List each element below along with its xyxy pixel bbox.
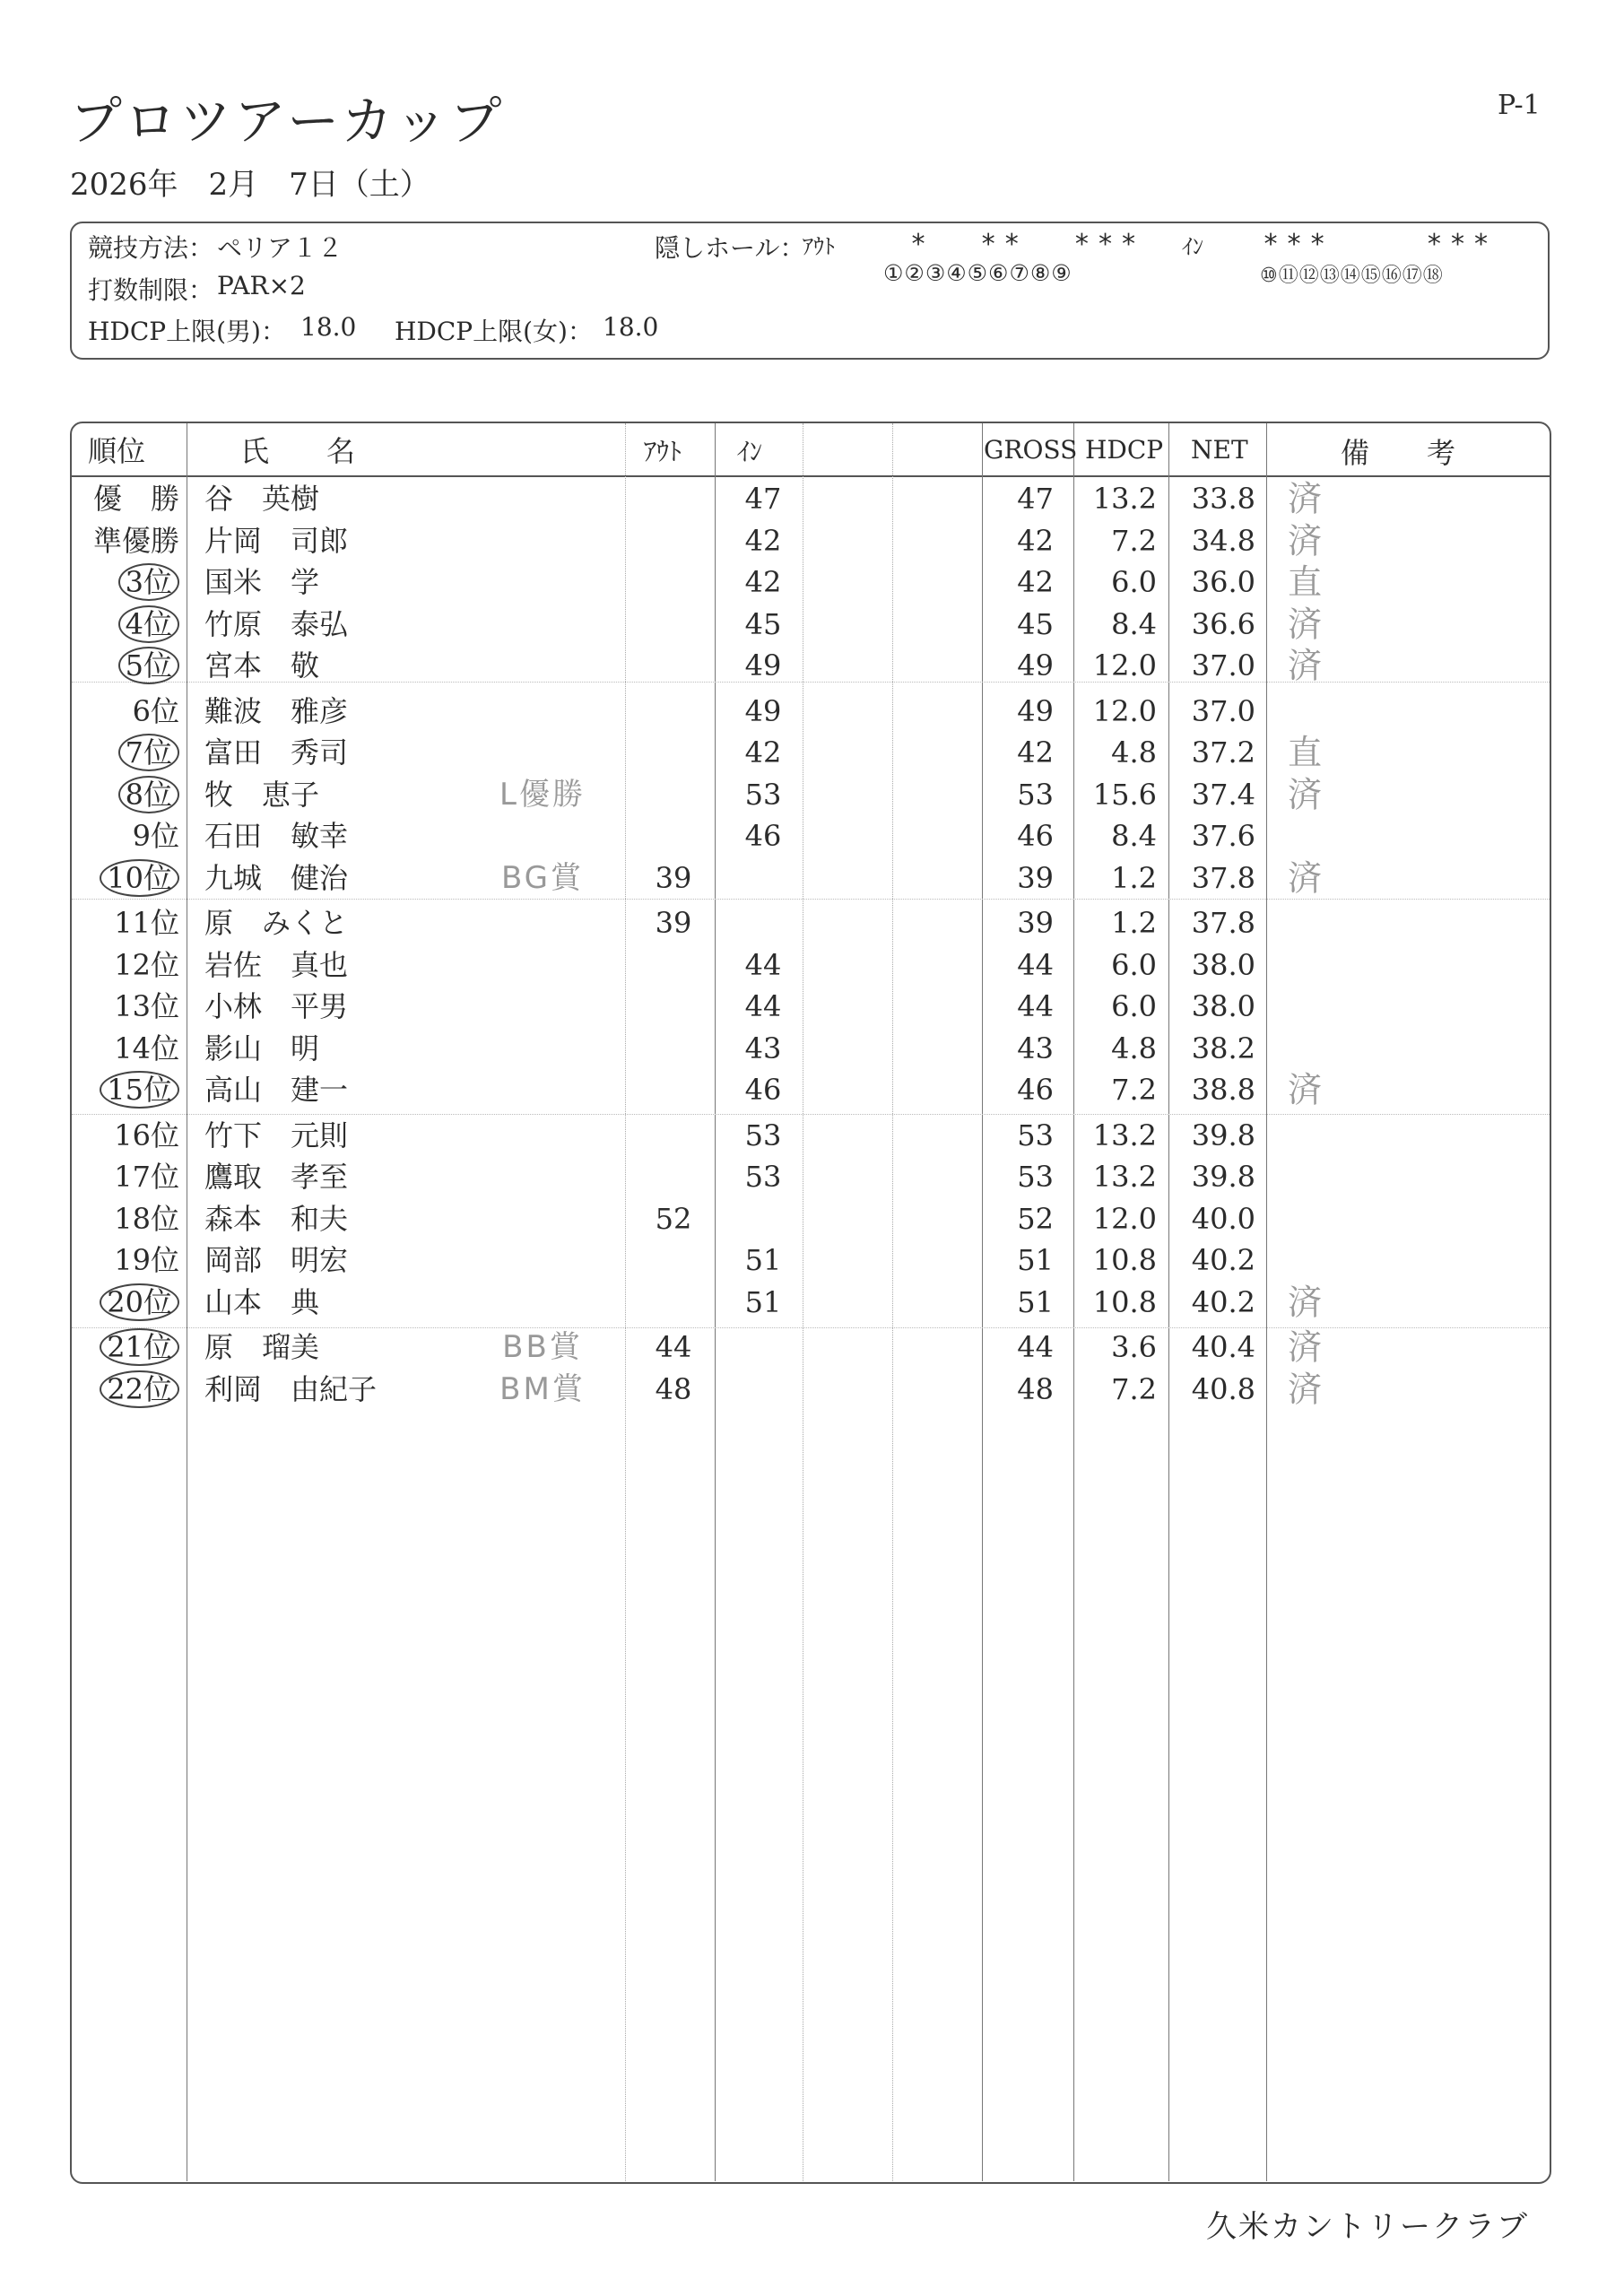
net-cell: 36.6 xyxy=(1191,606,1255,641)
gross-cell: 46 xyxy=(1017,819,1054,853)
remark-cell: 済 xyxy=(1287,646,1322,685)
name-cell: 難波 雅彦 xyxy=(204,693,349,728)
table-row xyxy=(0,691,1624,732)
name-cell: 宮本 敬 xyxy=(204,648,320,683)
table-row xyxy=(0,1115,1624,1156)
rank-text: 19位 xyxy=(114,1243,179,1277)
rank-text: 8位 xyxy=(118,776,179,813)
rank-cell xyxy=(72,1115,179,1156)
gross-cell: 39 xyxy=(1017,906,1054,940)
rank-cell xyxy=(72,774,179,815)
in-holes: ⑩⑪⑫⑬⑭⑮⑯⑰⑱ xyxy=(1260,265,1444,287)
table-row xyxy=(0,1369,1624,1410)
rank-text: 21位 xyxy=(100,1328,179,1366)
remark-cell: 直 xyxy=(1287,562,1322,602)
hdcp-male-label: HDCP上限(男)： xyxy=(88,317,286,346)
in-cell: 51 xyxy=(744,1243,782,1277)
hdcp-cell: 7.2 xyxy=(1111,1073,1157,1107)
header-net: NET xyxy=(1191,435,1248,465)
prize-cell: BG賞 xyxy=(500,859,585,896)
hdcp-cell: 6.0 xyxy=(1111,947,1157,982)
in-cell: 53 xyxy=(744,777,782,812)
header-out: ｱｳﾄ xyxy=(644,437,682,466)
name-cell: 九城 健治 xyxy=(204,860,349,895)
in-cell: 49 xyxy=(744,648,782,683)
table-row xyxy=(0,1326,1624,1368)
gross-cell: 53 xyxy=(1017,777,1054,812)
in-cell: 47 xyxy=(744,482,782,516)
hdcp-cell: 6.0 xyxy=(1111,565,1157,599)
rank-cell xyxy=(72,986,179,1027)
name-cell: 利岡 由紀子 xyxy=(204,1371,378,1406)
gross-cell: 49 xyxy=(1017,648,1054,683)
table-row xyxy=(0,561,1624,603)
net-cell: 36.0 xyxy=(1191,565,1255,599)
out-cell: 39 xyxy=(655,860,692,895)
table-row xyxy=(0,1028,1624,1069)
table-row xyxy=(0,1069,1624,1110)
net-cell: 40.2 xyxy=(1191,1243,1255,1277)
hdcp-cell: 7.2 xyxy=(1111,1371,1157,1406)
net-cell: 37.8 xyxy=(1191,860,1255,895)
header-rank: 順位 xyxy=(88,434,146,468)
in-cell: 42 xyxy=(744,735,782,770)
in-cell: 53 xyxy=(744,1160,782,1194)
table-row xyxy=(0,604,1624,645)
rank-text: 18位 xyxy=(114,1201,179,1236)
table-row xyxy=(0,986,1624,1027)
rank-text: 22位 xyxy=(100,1370,179,1408)
in-cell: 42 xyxy=(744,565,782,599)
out-holes: ①②③④⑤⑥⑦⑧⑨ xyxy=(883,260,1073,286)
name-cell: 小林 平男 xyxy=(204,989,349,1023)
hdcp-cell: 3.6 xyxy=(1111,1330,1157,1364)
name-cell: 谷 英樹 xyxy=(204,482,320,516)
rank-text: 6位 xyxy=(132,693,179,728)
gross-cell: 49 xyxy=(1017,693,1054,728)
header-gross: GROSS xyxy=(984,435,1078,465)
header-in: ｲﾝ xyxy=(737,437,763,466)
table-row xyxy=(0,1198,1624,1239)
hdcp-female-label: HDCP上限(女)： xyxy=(395,317,593,346)
name-cell: 原 瑠美 xyxy=(204,1330,320,1364)
rank-cell xyxy=(72,1239,179,1281)
group-separator xyxy=(72,899,1550,900)
in-cell: 46 xyxy=(744,1073,782,1107)
gross-cell: 51 xyxy=(1017,1284,1054,1319)
name-cell: 山本 典 xyxy=(204,1284,320,1319)
method-value: ペリア１２ xyxy=(217,233,343,263)
header-hdcp: HDCP xyxy=(1085,435,1164,465)
in-cell: 45 xyxy=(744,606,782,641)
rank-text: 5位 xyxy=(118,647,179,684)
rank-cell xyxy=(72,857,179,899)
prize-cell: BB賞 xyxy=(502,1329,583,1365)
rank-text: 14位 xyxy=(114,1031,179,1065)
rank-text: 10位 xyxy=(100,859,179,897)
net-cell: 37.0 xyxy=(1191,693,1255,728)
remark-cell: 済 xyxy=(1287,520,1322,561)
limit-value: PAR×2 xyxy=(217,271,306,300)
net-cell: 38.8 xyxy=(1191,1073,1255,1107)
table-row xyxy=(0,520,1624,561)
hdcp-cell: 4.8 xyxy=(1111,735,1157,770)
gross-cell: 42 xyxy=(1017,565,1054,599)
rank-cell xyxy=(72,902,179,944)
hdcp-cell: 1.2 xyxy=(1111,860,1157,895)
name-cell: 高山 建一 xyxy=(204,1073,349,1107)
gross-cell: 53 xyxy=(1017,1160,1054,1194)
rank-cell xyxy=(72,1198,179,1239)
rank-cell xyxy=(72,732,179,773)
net-cell: 38.0 xyxy=(1191,947,1255,982)
out-cell: 44 xyxy=(655,1330,692,1364)
rank-text: 準優勝 xyxy=(92,523,179,558)
rank-text: 9位 xyxy=(132,819,179,853)
remark-cell: 済 xyxy=(1287,1327,1322,1367)
name-cell: 影山 明 xyxy=(204,1031,320,1065)
hdcp-cell: 10.8 xyxy=(1092,1284,1157,1319)
net-cell: 38.2 xyxy=(1191,1031,1255,1065)
hdcp-cell: 1.2 xyxy=(1111,906,1157,940)
hdcp-female-value: 18.0 xyxy=(603,312,659,342)
rank-cell xyxy=(72,604,179,645)
net-cell: 34.8 xyxy=(1191,523,1255,558)
rank-cell xyxy=(72,1069,179,1110)
name-cell: 国米 学 xyxy=(204,565,320,599)
gross-cell: 52 xyxy=(1017,1201,1054,1236)
hidden-hole-label: 隠しホール： xyxy=(655,233,805,263)
in-cell: 49 xyxy=(744,693,782,728)
hdcp-cell: 12.0 xyxy=(1092,648,1157,683)
gross-cell: 47 xyxy=(1017,482,1054,516)
hdcp-cell: 13.2 xyxy=(1092,1160,1157,1194)
hdcp-cell: 12.0 xyxy=(1092,693,1157,728)
page-number: P-1 xyxy=(1498,90,1541,121)
rank-cell xyxy=(72,478,179,519)
hdcp-cell: 4.8 xyxy=(1111,1031,1157,1065)
hdcp-cell: 12.0 xyxy=(1092,1201,1157,1236)
hdcp-cell: 6.0 xyxy=(1111,989,1157,1023)
table-row xyxy=(0,478,1624,519)
in-cell: 44 xyxy=(744,989,782,1023)
rank-text: 4位 xyxy=(118,605,179,643)
rank-cell xyxy=(72,944,179,986)
table-row xyxy=(0,902,1624,944)
rank-cell xyxy=(72,1326,179,1368)
hdcp-cell: 7.2 xyxy=(1111,523,1157,558)
table-row xyxy=(0,944,1624,986)
hdcp-cell: 10.8 xyxy=(1092,1243,1157,1277)
header-name: 氏 名 xyxy=(240,434,356,468)
name-cell: 石田 敏幸 xyxy=(204,819,349,853)
header-divider xyxy=(72,475,1550,477)
in-cell: 42 xyxy=(744,523,782,558)
remark-cell: 済 xyxy=(1287,479,1322,518)
in-cell: 44 xyxy=(744,947,782,982)
prize-cell: BM賞 xyxy=(499,1370,586,1407)
remark-cell: 直 xyxy=(1287,733,1322,772)
method-label: 競技方法： xyxy=(88,233,214,263)
hdcp-cell: 13.2 xyxy=(1092,482,1157,516)
rank-text: 15位 xyxy=(100,1071,179,1109)
gross-cell: 43 xyxy=(1017,1031,1054,1065)
net-cell: 37.6 xyxy=(1191,819,1255,853)
remark-cell: 済 xyxy=(1287,1282,1322,1322)
table-row xyxy=(0,1239,1624,1281)
name-cell: 竹下 元則 xyxy=(204,1118,349,1152)
net-cell: 37.8 xyxy=(1191,906,1255,940)
rank-text: 13位 xyxy=(114,989,179,1023)
gross-cell: 39 xyxy=(1017,860,1054,895)
table-row xyxy=(0,857,1624,899)
hdcp-cell: 15.6 xyxy=(1092,777,1157,812)
rank-cell xyxy=(72,561,179,603)
prize-cell: L優勝 xyxy=(499,776,586,813)
rank-cell xyxy=(72,645,179,686)
table-row xyxy=(0,645,1624,686)
gross-cell: 44 xyxy=(1017,989,1054,1023)
table-row xyxy=(0,1156,1624,1197)
rank-text: 3位 xyxy=(118,563,179,601)
name-cell: 岩佐 真也 xyxy=(204,947,349,982)
in-cell: 53 xyxy=(744,1118,782,1152)
hdcp-cell: 13.2 xyxy=(1092,1118,1157,1152)
rank-text: 20位 xyxy=(100,1283,179,1321)
hdcp-cell: 8.4 xyxy=(1111,819,1157,853)
rank-text: 優 勝 xyxy=(92,482,179,516)
table-row xyxy=(0,732,1624,773)
rank-cell xyxy=(72,1369,179,1410)
in-cell: 43 xyxy=(744,1031,782,1065)
net-cell: 40.8 xyxy=(1191,1371,1255,1406)
hidden-in-label: ｲﾝ xyxy=(1182,234,1203,259)
gross-cell: 46 xyxy=(1017,1073,1054,1107)
net-cell: 37.2 xyxy=(1191,735,1255,770)
gross-cell: 44 xyxy=(1017,1330,1054,1364)
name-cell: 原 みくと xyxy=(204,906,349,940)
hidden-out-label: ｱｳﾄ xyxy=(803,234,835,259)
rank-text: 12位 xyxy=(114,947,179,982)
rank-cell xyxy=(72,1028,179,1069)
name-cell: 森本 和夫 xyxy=(204,1201,349,1236)
club-name: 久米カントリークラブ xyxy=(1206,2209,1529,2245)
rank-cell xyxy=(72,1282,179,1323)
net-cell: 40.2 xyxy=(1191,1284,1255,1319)
out-cell: 39 xyxy=(655,906,692,940)
table-row xyxy=(0,815,1624,857)
gross-cell: 44 xyxy=(1017,947,1054,982)
gross-cell: 51 xyxy=(1017,1243,1054,1277)
net-cell: 40.0 xyxy=(1191,1201,1255,1236)
net-cell: 39.8 xyxy=(1191,1118,1255,1152)
gross-cell: 42 xyxy=(1017,735,1054,770)
in-cell: 51 xyxy=(744,1284,782,1319)
name-cell: 片岡 司郎 xyxy=(204,523,349,558)
limit-label: 打数制限： xyxy=(88,275,214,305)
gross-cell: 53 xyxy=(1017,1118,1054,1152)
remark-cell: 済 xyxy=(1287,774,1322,814)
gross-cell: 42 xyxy=(1017,523,1054,558)
name-cell: 牧 恵子 xyxy=(204,777,320,812)
remark-cell: 済 xyxy=(1287,857,1322,898)
rank-cell xyxy=(72,815,179,857)
remark-cell: 済 xyxy=(1287,604,1322,644)
name-cell: 岡部 明宏 xyxy=(204,1243,349,1277)
hdcp-cell: 8.4 xyxy=(1111,606,1157,641)
hidden-out-marks: * ** *** xyxy=(910,229,1144,260)
in-cell: 46 xyxy=(744,819,782,853)
rank-text: 7位 xyxy=(118,734,179,771)
gross-cell: 45 xyxy=(1017,606,1054,641)
hidden-in-marks: *** *** xyxy=(1263,229,1497,260)
net-cell: 37.0 xyxy=(1191,648,1255,683)
header-remark: 備 考 xyxy=(1341,436,1456,470)
rank-cell xyxy=(72,691,179,732)
name-cell: 鷹取 孝至 xyxy=(204,1160,349,1194)
name-cell: 富田 秀司 xyxy=(204,735,349,770)
page-title: プロツアーカップ xyxy=(70,91,505,152)
net-cell: 39.8 xyxy=(1191,1160,1255,1194)
rank-cell xyxy=(72,520,179,561)
remark-cell: 済 xyxy=(1287,1369,1322,1409)
rank-text: 11位 xyxy=(114,906,179,940)
table-row xyxy=(0,774,1624,815)
out-cell: 48 xyxy=(655,1371,692,1406)
gross-cell: 48 xyxy=(1017,1371,1054,1406)
event-date: 2026年 2月 7日（土） xyxy=(70,167,430,203)
rank-text: 17位 xyxy=(114,1160,179,1194)
net-cell: 40.4 xyxy=(1191,1330,1255,1364)
rank-text: 16位 xyxy=(114,1118,179,1152)
table-row xyxy=(0,1282,1624,1323)
remark-cell: 済 xyxy=(1287,1070,1322,1109)
out-cell: 52 xyxy=(655,1201,692,1236)
net-cell: 37.4 xyxy=(1191,777,1255,812)
net-cell: 33.8 xyxy=(1191,482,1255,516)
hdcp-male-value: 18.0 xyxy=(300,312,357,342)
net-cell: 38.0 xyxy=(1191,989,1255,1023)
name-cell: 竹原 泰弘 xyxy=(204,606,349,641)
rank-cell xyxy=(72,1156,179,1197)
